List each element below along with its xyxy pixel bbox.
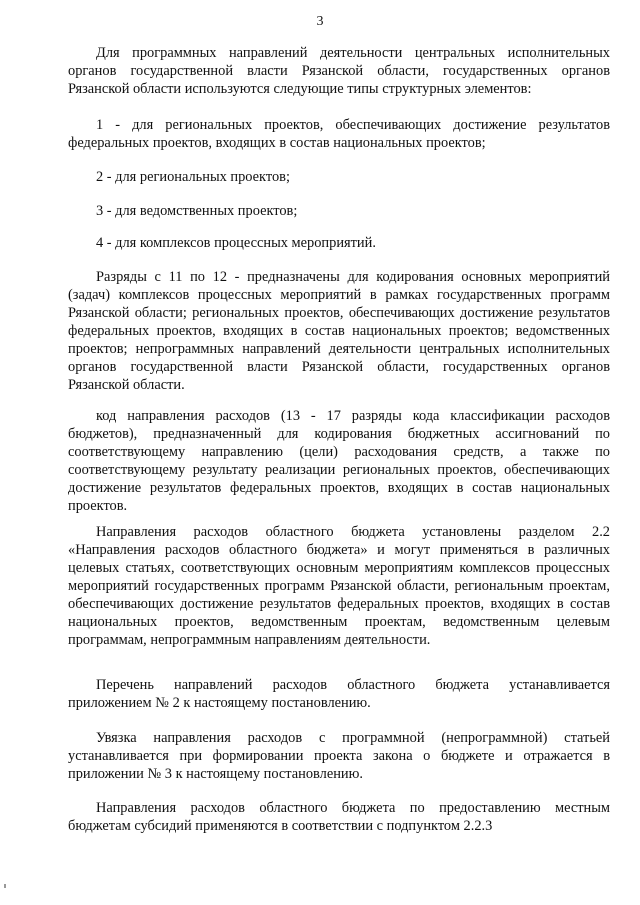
paragraph-appendix-2: Перечень направлений расходов областного бюджета устанавливается приложением № 2 к настоящему постановлению.	[68, 677, 610, 711]
paragraph-appendix-3: Увязка направления расходов с программной (непрограммной) статьей устанавливается при формировании проекта закона о бюджете и отражается в приложении № 3 к настоящему постановлению.	[68, 730, 610, 782]
paragraph-expense-directions-established: Направления расходов областного бюджета установлены разделом 2.2 «Направления расходов областного бюджета» и могут применяться в различных целевых статьях, соответствующих основным мероприятиям комплексов процессных мероприятий государственных программ Рязанской области, региональным проектам, обеспечивающих достижение результатов федеральных проектов, входящих в состав национальных проектов, ведомственным проектам, ведомственным целевым программам, непрограммным направлениям деятельности.	[68, 524, 610, 648]
paragraph-subsidies-local-budgets: Направления расходов областного бюджета по предоставлению местным бюджетам субсидий применяются в соответствии с подпунктом 2.2.3	[68, 800, 610, 834]
paragraph-type-3: 3 - для ведомственных проектов;	[96, 203, 298, 219]
paragraph-structural-element-types-intro: Для программных направлений деятельности центральных исполнительных органов государственной власти Рязанской области, государственных органов Рязанской области используются следующие типы структурных элементов:	[68, 45, 610, 97]
paragraph-type-1: 1 - для региональных проектов, обеспечивающих достижение результатов федеральных проектов, входящих в состав национальных проектов;	[68, 117, 610, 151]
page-number: 3	[316, 14, 324, 29]
paragraph-expense-direction-code: код направления расходов (13 - 17 разряды кода классификации расходов бюджетов), предназначенный для кодирования бюджетных ассигнований по соответствующему направлению (цели) расходования средств, а также по соответствующему результату реализации региональных проектов, обеспечивающих достижение результатов федеральных проектов, входящих в состав национальных проектов.	[68, 408, 610, 514]
paragraph-type-4: 4 - для комплексов процессных мероприятий.	[96, 235, 376, 251]
scan-edge-mark	[4, 884, 6, 888]
paragraph-digits-11-12: Разряды с 11 по 12 - предназначены для кодирования основных мероприятий (задач) комплексов процессных мероприятий в рамках государственных программ Рязанской области; региональных проектов, обеспечивающих достижение результатов федеральных проектов, входящих в состав национальных проектов; ведомственных проектов; непрограммных направлений деятельности центральных исполнительных органов государственной власти Рязанской области, государственных органов Рязанской области.	[68, 269, 610, 393]
paragraph-type-2: 2 - для региональных проектов;	[96, 169, 290, 185]
